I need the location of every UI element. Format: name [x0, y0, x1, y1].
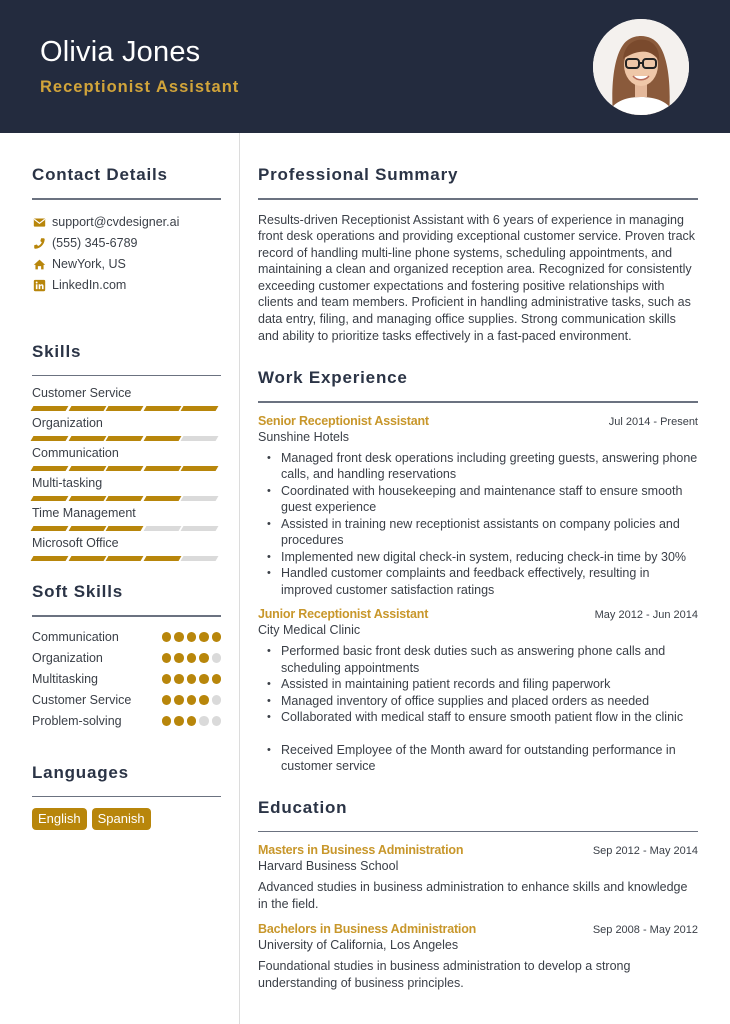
- soft-skill-label: Organization: [32, 651, 103, 665]
- job-bullet: • Assisted in maintaining patient records and filing paperwork: [281, 676, 698, 693]
- soft-skill-item: [32, 690, 221, 711]
- linkedin-icon: [32, 278, 46, 292]
- soft-skill-label: Problem-solving: [32, 714, 122, 728]
- language-badge-english: English: [32, 808, 87, 830]
- skill-rating-bar: [32, 496, 221, 501]
- section-divider: [32, 375, 221, 377]
- contact-location: [32, 254, 221, 275]
- phone-text: (555) 345-6789: [52, 236, 138, 250]
- education-dates: Sep 2008 - May 2012: [592, 924, 698, 937]
- section-divider: [258, 198, 698, 200]
- education-description: Advanced studies in business administration to enhance skills and knowledge in the field.: [258, 880, 688, 911]
- skill-label: Time Management: [32, 506, 136, 520]
- location-text: NewYork, US: [52, 257, 126, 271]
- skill-item: [32, 415, 221, 445]
- skill-label: Customer Service: [32, 386, 132, 400]
- resume-header: [0, 0, 730, 133]
- section-divider: [32, 198, 221, 200]
- section-title: Contact Details: [32, 165, 168, 184]
- job-entry: [258, 414, 698, 599]
- job-bullet: • Assisted in training new receptionist assistants on company policies and procedures: [281, 516, 698, 549]
- language-badge-spanish: Spanish: [92, 808, 151, 830]
- soft-skill-rating-dots: [162, 632, 222, 642]
- job-bullets: [258, 450, 698, 599]
- education-dates: Sep 2012 - May 2014: [592, 845, 698, 858]
- skill-label: Multi-tasking: [32, 476, 103, 490]
- job-bullet: • Coordinated with housekeeping and maintenance staff to ensure smooth guest experience: [281, 483, 698, 516]
- soft-skill-item: [32, 669, 221, 690]
- education-entry: [258, 922, 698, 991]
- envelope-icon: [32, 215, 46, 229]
- soft-skills-section: [32, 579, 221, 732]
- skill-item: [32, 505, 221, 535]
- section-divider: [32, 796, 221, 798]
- email-text: support@cvdesigner.ai: [52, 215, 180, 229]
- portrait-illustration-icon: [593, 19, 689, 115]
- job-bullets: [258, 643, 698, 775]
- profile-photo: [593, 19, 689, 115]
- degree-title: Masters in Business Administration: [258, 843, 464, 858]
- job-company: Sunshine Hotels: [258, 429, 350, 444]
- section-title: Soft Skills: [32, 582, 123, 601]
- job-dates: Jul 2014 - Present: [608, 415, 698, 428]
- candidate-name: Olivia Jones: [40, 36, 201, 68]
- column-divider: [239, 133, 240, 1024]
- sidebar: [32, 133, 221, 830]
- skill-rating-bar: [32, 526, 221, 531]
- soft-skill-rating-dots: [162, 695, 222, 705]
- job-bullet: • Collaborated with medical staff to ensure smooth patient flow in the clinic: [281, 709, 698, 726]
- home-icon: [32, 257, 46, 271]
- soft-skill-item: [32, 648, 221, 669]
- skill-label: Organization: [32, 416, 103, 430]
- soft-skill-label: Multitasking: [32, 672, 98, 686]
- job-bullet: • Performed basic front desk duties such as answering phone calls and scheduling appointments: [281, 643, 698, 676]
- section-divider: [258, 831, 698, 833]
- section-divider: [32, 615, 221, 617]
- job-bullet: • Received Employee of the Month award for outstanding performance in customer service: [281, 742, 698, 775]
- section-title: Skills: [32, 341, 82, 361]
- job-bullet: • Implemented new digital check-in system, reducing check-in time by 30%: [281, 549, 698, 566]
- skill-item: [32, 445, 221, 475]
- skill-label: Microsoft Office: [32, 536, 119, 550]
- job-title: Senior Receptionist Assistant: [258, 413, 429, 428]
- skill-item: [32, 385, 221, 415]
- candidate-role: Receptionist Assistant: [40, 78, 240, 96]
- summary-text: Results-driven Receptionist Assistant with 6 years of experience in managing front desk operations and providing exceptional customer service. Proven track record of handling multi-line phone systems, scheduling appointments, and maintaining a clean and organized reception area. Recognized for consistently exceeding customer expectations and fostering positive relationships with clients and team members. Proficient in handling administrative tasks, such as data entry, filing, and managing office supplies. Strong communication skills and ability to prioritize tasks effectively in a fast-paced environment.: [258, 212, 696, 343]
- soft-skill-item: [32, 711, 221, 732]
- phone-icon: [32, 236, 46, 250]
- education-description: Foundational studies in business administration to develop a strong understanding of business principles.: [258, 959, 631, 990]
- experience-section: [258, 365, 698, 775]
- soft-skill-label: Communication: [32, 630, 119, 644]
- languages-section: [32, 760, 221, 831]
- contact-email[interactable]: [32, 212, 221, 233]
- job-bullet: • Handled customer complaints and feedback effectively, resulting in improved customer satisfaction ratings: [281, 565, 698, 598]
- main-content: [258, 133, 698, 991]
- skill-label: Communication: [32, 446, 119, 460]
- job-bullet: • Managed inventory of office supplies and placed orders as needed: [281, 693, 698, 710]
- job-title: Junior Receptionist Assistant: [258, 607, 429, 622]
- linkedin-text: LinkedIn.com: [52, 278, 127, 292]
- skill-rating-bar: [32, 556, 221, 561]
- contact-linkedin[interactable]: [32, 275, 221, 296]
- soft-skill-rating-dots: [162, 653, 222, 663]
- skill-item: [32, 535, 221, 565]
- soft-skill-rating-dots: [162, 674, 222, 684]
- contact-section: [32, 162, 221, 296]
- degree-title: Bachelors in Business Administration: [258, 922, 477, 937]
- section-title: Education: [258, 797, 348, 817]
- soft-skill-rating-dots: [162, 716, 222, 726]
- skill-item: [32, 475, 221, 505]
- section-divider: [258, 401, 698, 403]
- job-dates: May 2012 - Jun 2014: [594, 609, 698, 622]
- job-company: City Medical Clinic: [258, 623, 361, 638]
- skill-rating-bar: [32, 406, 221, 411]
- school-name: University of California, Los Angeles: [258, 938, 459, 953]
- section-title: Professional Summary: [258, 165, 459, 184]
- soft-skill-item: [32, 627, 221, 648]
- skill-rating-bar: [32, 466, 221, 471]
- skills-section: [32, 339, 221, 566]
- education-section: [258, 795, 698, 992]
- school-name: Harvard Business School: [258, 859, 399, 874]
- skill-rating-bar: [32, 436, 221, 441]
- job-bullet: • Managed front desk operations including greeting guests, answering phone calls, and handling reservations: [281, 450, 698, 483]
- contact-phone[interactable]: [32, 233, 221, 254]
- section-title: Languages: [32, 762, 129, 782]
- job-entry: [258, 607, 698, 775]
- summary-section: [258, 162, 698, 344]
- education-entry: [258, 843, 698, 912]
- section-title: Work Experience: [258, 368, 408, 388]
- soft-skill-label: Customer Service: [32, 693, 132, 707]
